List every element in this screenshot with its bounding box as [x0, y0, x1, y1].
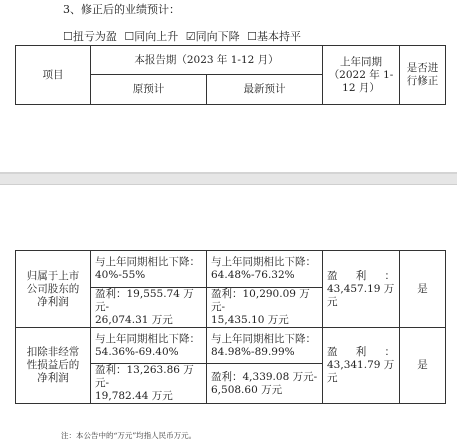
latest-change-cell: 与上年同期相比下降： 84.98%-89.99%	[207, 328, 323, 364]
row-item-label: 扣除非经常 性损益后的 净利润	[16, 328, 91, 404]
forecast-data-table	[15, 250, 446, 404]
original-profit-cell: 盈利：13,263.86 万元- 19,782.44 万元	[91, 364, 207, 404]
table-row	[16, 251, 446, 288]
table-row	[16, 328, 446, 364]
forecast-header-table	[15, 45, 446, 105]
revised-flag: 是	[400, 251, 446, 328]
latest-change-cell: 与上年同期相比下降： 64.48%-76.32%	[207, 251, 323, 288]
header-item: 项目	[16, 46, 91, 105]
original-profit-cell: 盈利：19,555.74 万元- 26,074.31 万元	[91, 288, 207, 328]
header-original-forecast: 原预计	[91, 75, 207, 105]
header-current-period: 本报告期（2023 年 1-12 月）	[91, 46, 323, 75]
original-change-cell: 与上年同期相比下降： 54.36%-69.40%	[91, 328, 207, 364]
header-latest-forecast: 最新预计	[207, 75, 323, 105]
option-turnaround: ☐扭亏为盈	[63, 30, 117, 43]
option-flat: ☐基本持平	[247, 30, 301, 43]
page-break-line	[0, 184, 457, 185]
option-increase: ☐同向上升	[124, 30, 179, 43]
last-year-profit-cell: 盈 利 ： 43,341.79 万元	[323, 328, 400, 404]
original-change-cell: 与上年同期相比下降： 40%-55%	[91, 251, 207, 288]
page-break-band	[0, 174, 457, 184]
header-revised: 是否进 行修正	[400, 46, 446, 105]
latest-profit-cell: 盈利：10,290.09 万元- 15,435.10 万元	[207, 288, 323, 328]
footnote: 注：本公告中的“万元”均指人民币万元。	[61, 431, 197, 440]
option-decrease-checked: ☑同向下降	[185, 30, 240, 43]
section-title: 3、修正后的业绩预计：	[63, 3, 180, 16]
revised-flag: 是	[400, 328, 446, 404]
latest-profit-cell: 盈利：4,339.08 万元- 6,508.60 万元	[207, 364, 323, 404]
row-item-label: 归属于上市 公司股东的 净利润	[16, 251, 91, 328]
header-last-year: 上年同期 （2022 年 1- 12 月）	[323, 46, 400, 105]
forecast-type-options	[63, 28, 305, 44]
last-year-profit-cell: 盈 利 ： 43,457.19 万元	[323, 251, 400, 328]
